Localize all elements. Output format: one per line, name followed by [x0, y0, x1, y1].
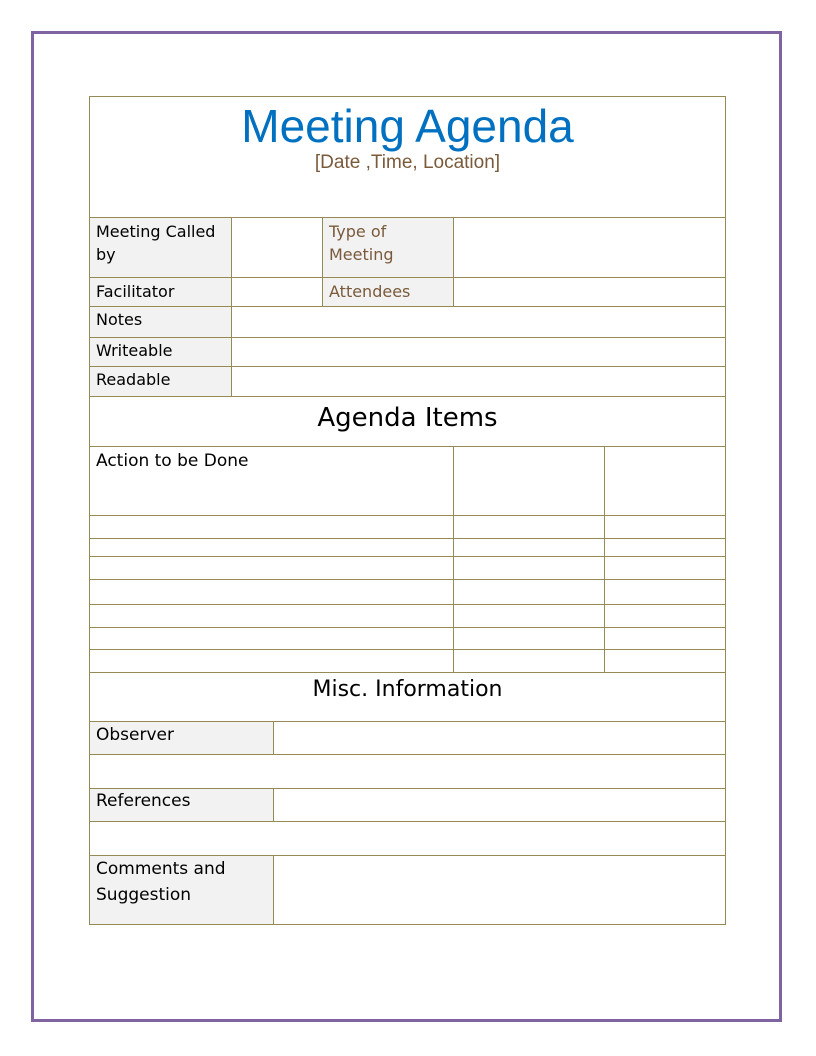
- notes-field[interactable]: [232, 307, 725, 338]
- header-block: [90, 97, 725, 218]
- document-subtitle: [Date ,Time, Location]: [314, 152, 501, 173]
- writeable-field[interactable]: [232, 338, 725, 367]
- agenda-row-1-col3[interactable]: [605, 516, 725, 539]
- agenda-items-section: [90, 397, 725, 447]
- comments-and-suggestion-label: Comments and Suggestion: [90, 856, 274, 924]
- agenda-row-3-action[interactable]: [90, 557, 454, 580]
- agenda-row-2-col2[interactable]: [454, 539, 605, 557]
- references-label: References: [90, 789, 274, 822]
- agenda-row-2-action[interactable]: [90, 539, 454, 557]
- agenda-form: [89, 96, 726, 925]
- agenda-row-6-col3[interactable]: [605, 628, 725, 650]
- agenda-row-2-col3[interactable]: [605, 539, 725, 557]
- attendees-field[interactable]: [454, 278, 725, 307]
- attendees-label: Attendees: [323, 278, 454, 307]
- misc-information-section: [90, 673, 725, 722]
- type-of-meeting-field[interactable]: [454, 218, 725, 278]
- facilitator-label: Facilitator: [90, 278, 232, 307]
- comments-and-suggestion-field[interactable]: [274, 856, 725, 924]
- agenda-row-4-col2[interactable]: [454, 580, 605, 605]
- agenda-column-3-header[interactable]: [605, 447, 725, 516]
- agenda-items-heading: Agenda Items: [317, 403, 498, 433]
- writeable-label: Writeable: [90, 338, 232, 367]
- readable-field[interactable]: [232, 367, 725, 397]
- misc-information-heading: Misc. Information: [312, 677, 503, 702]
- action-to-be-done-header: Action to be Done: [90, 447, 454, 516]
- agenda-row-4-col3[interactable]: [605, 580, 725, 605]
- agenda-row-7-col2[interactable]: [454, 650, 605, 673]
- agenda-column-2-header[interactable]: [454, 447, 605, 516]
- agenda-row-1-col2[interactable]: [454, 516, 605, 539]
- meeting-called-by-label: Meeting Called by: [90, 218, 232, 278]
- facilitator-field[interactable]: [232, 278, 323, 307]
- observer-field[interactable]: [274, 722, 725, 755]
- agenda-row-1-action[interactable]: [90, 516, 454, 539]
- document-title: Meeting Agenda: [241, 100, 574, 152]
- agenda-row-3-col2[interactable]: [454, 557, 605, 580]
- agenda-row-5-action[interactable]: [90, 605, 454, 628]
- agenda-row-6-col2[interactable]: [454, 628, 605, 650]
- references-field[interactable]: [274, 789, 725, 822]
- agenda-row-3-col3[interactable]: [605, 557, 725, 580]
- notes-label: Notes: [90, 307, 232, 338]
- meeting-called-by-field[interactable]: [232, 218, 323, 278]
- agenda-row-4-action[interactable]: [90, 580, 454, 605]
- agenda-row-6-action[interactable]: [90, 628, 454, 650]
- observer-notes-row[interactable]: [90, 755, 725, 789]
- observer-label: Observer: [90, 722, 274, 755]
- type-of-meeting-label: Type of Meeting: [323, 218, 454, 278]
- agenda-row-5-col2[interactable]: [454, 605, 605, 628]
- agenda-row-7-col3[interactable]: [605, 650, 725, 673]
- readable-label: Readable: [90, 367, 232, 397]
- references-notes-row[interactable]: [90, 822, 725, 856]
- agenda-row-5-col3[interactable]: [605, 605, 725, 628]
- agenda-row-7-action[interactable]: [90, 650, 454, 673]
